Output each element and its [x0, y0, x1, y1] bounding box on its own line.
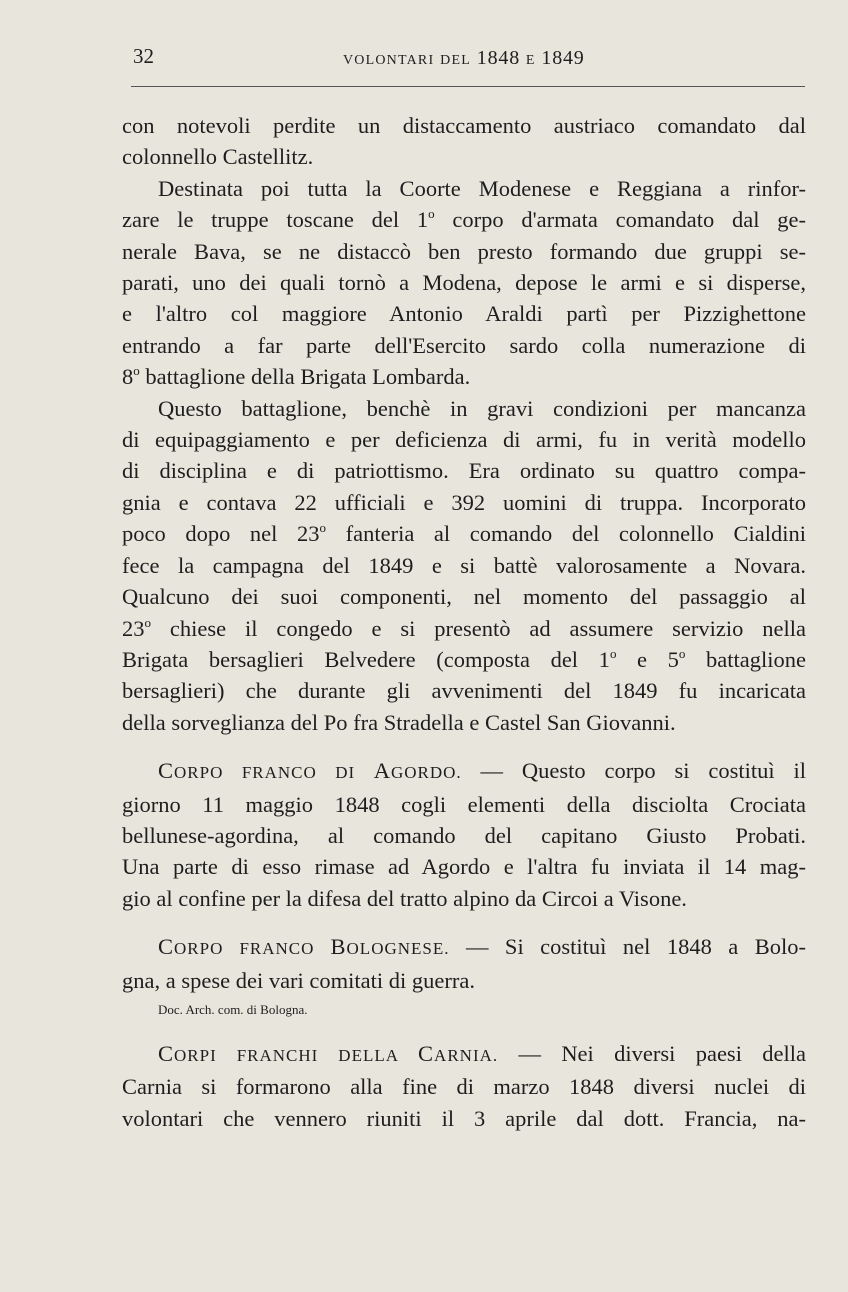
text-line: nerale Bava, se ne distaccò ben presto formando due gruppi se-: [122, 238, 806, 264]
running-title-word: VOLONTARI: [343, 53, 435, 68]
text-line: volontari che vennero riuniti il 3 aprile dal dott. Francia, na-: [122, 1105, 806, 1131]
text-line: giorno 11 maggio 1848 cogli elementi della disciolta Crociata: [122, 791, 806, 817]
section-first-line-carnia: CORPI FRANCHI DELLA CARNIA. — Nei diversi paesi della: [158, 1040, 807, 1066]
section-gap: [122, 914, 806, 931]
text-line: parati, uno dei quali tornò a Modena, depose le armi e si disperse,: [122, 270, 806, 296]
section-heading-bolognese: CORPO FRANCO BOLOGNESE.: [158, 934, 450, 960]
section-first-line-bolognese: CORPO FRANCO BOLOGNESE. — Si costituì nel 1848 a Bolo-: [158, 934, 806, 960]
section-heading-carnia: CORPI FRANCHI DELLA CARNIA.: [158, 1040, 499, 1066]
running-title-word: E: [525, 53, 536, 68]
text-line: con notevoli perdite un distaccamento austriaco comandato dal: [122, 113, 806, 138]
text-line: colonnello Castellitz.: [122, 144, 314, 170]
running-title-year: 1848: [476, 47, 520, 69]
text-line: Questo battaglione, benchè in gravi condizioni per mancanza: [158, 395, 806, 421]
section-gap: [122, 738, 806, 755]
running-title-year: 1849: [541, 47, 585, 69]
text-line: 23$^o$ chiese il congedo e si presentò ad assumere servizio nella: [122, 614, 806, 641]
text-line: della sorveglianza del Po fra Stradella e Castel San Giovanni.: [122, 709, 676, 735]
section-heading-agordo: CORPO FRANCO DI AGORDO.: [158, 758, 462, 784]
text-line: gio al confine per la difesa del tratto alpino da Circoi a Visone.: [122, 885, 687, 911]
header-rule: [131, 86, 805, 87]
text-line: entrando a far parte dell'Esercito sardo colla numerazione di: [122, 332, 806, 358]
text-line: e l'altro col maggiore Antonio Araldi partì per Pizzighettone: [122, 301, 806, 327]
text-line: poco dopo nel 23$^o$ fanteria al comando del colonnello Cialdini: [122, 520, 806, 547]
text-line: gnia e contava 22 ufficiali e 392 uomini di truppa. Incorporato: [122, 489, 806, 515]
text-line: zare le truppe toscane del 1$^o$ corpo d'armata comandato dal ge-: [122, 206, 806, 233]
text-line: bellunese-agordina, al comando del capitano Giusto Probati.: [122, 822, 806, 848]
text-line: Destinata poi tutta la Coorte Modenese e Reggiana a rinfor-: [158, 175, 806, 201]
text-line: di equipaggiamento e per deficienza di armi, fu in verità modello: [122, 427, 806, 453]
running-title-word: DEL: [440, 53, 471, 68]
text-line: fece la campagna del 1849 e si battè valorosamente a Novara.: [122, 552, 806, 578]
text-line: Carnia si formarono alla fine di marzo 1848 diversi nuclei di: [122, 1074, 806, 1100]
text-line: 8$^o$ battaglione della Brigata Lombarda.: [122, 363, 471, 390]
text-line: Una parte di esso rimase ad Agordo e l'altra fu inviata il 14 mag-: [122, 854, 806, 880]
source-note: Doc. Arch. com. di Bologna.: [158, 1001, 308, 1017]
text-line: Qualcuno dei suoi componenti, nel momento del passaggio al: [122, 584, 806, 610]
text-line: Brigata bersaglieri Belvedere (composta del 1$^o$ e 5$^o$ battaglione: [122, 645, 807, 672]
page-number: 32: [133, 44, 154, 68]
running-title: [343, 47, 585, 70]
text-line: di disciplina e di patriottismo. Era ordinato su quattro compa-: [122, 458, 806, 484]
text-line: bersaglieri) che durante gli avvenimenti del 1849 fu incaricata: [122, 678, 806, 704]
text-line: gna, a spese dei vari comitati di guerra.: [122, 967, 475, 993]
section-first-line-agordo: CORPO FRANCO DI AGORDO. — Questo corpo si costituì il: [158, 758, 807, 784]
body-text: [122, 110, 806, 1134]
